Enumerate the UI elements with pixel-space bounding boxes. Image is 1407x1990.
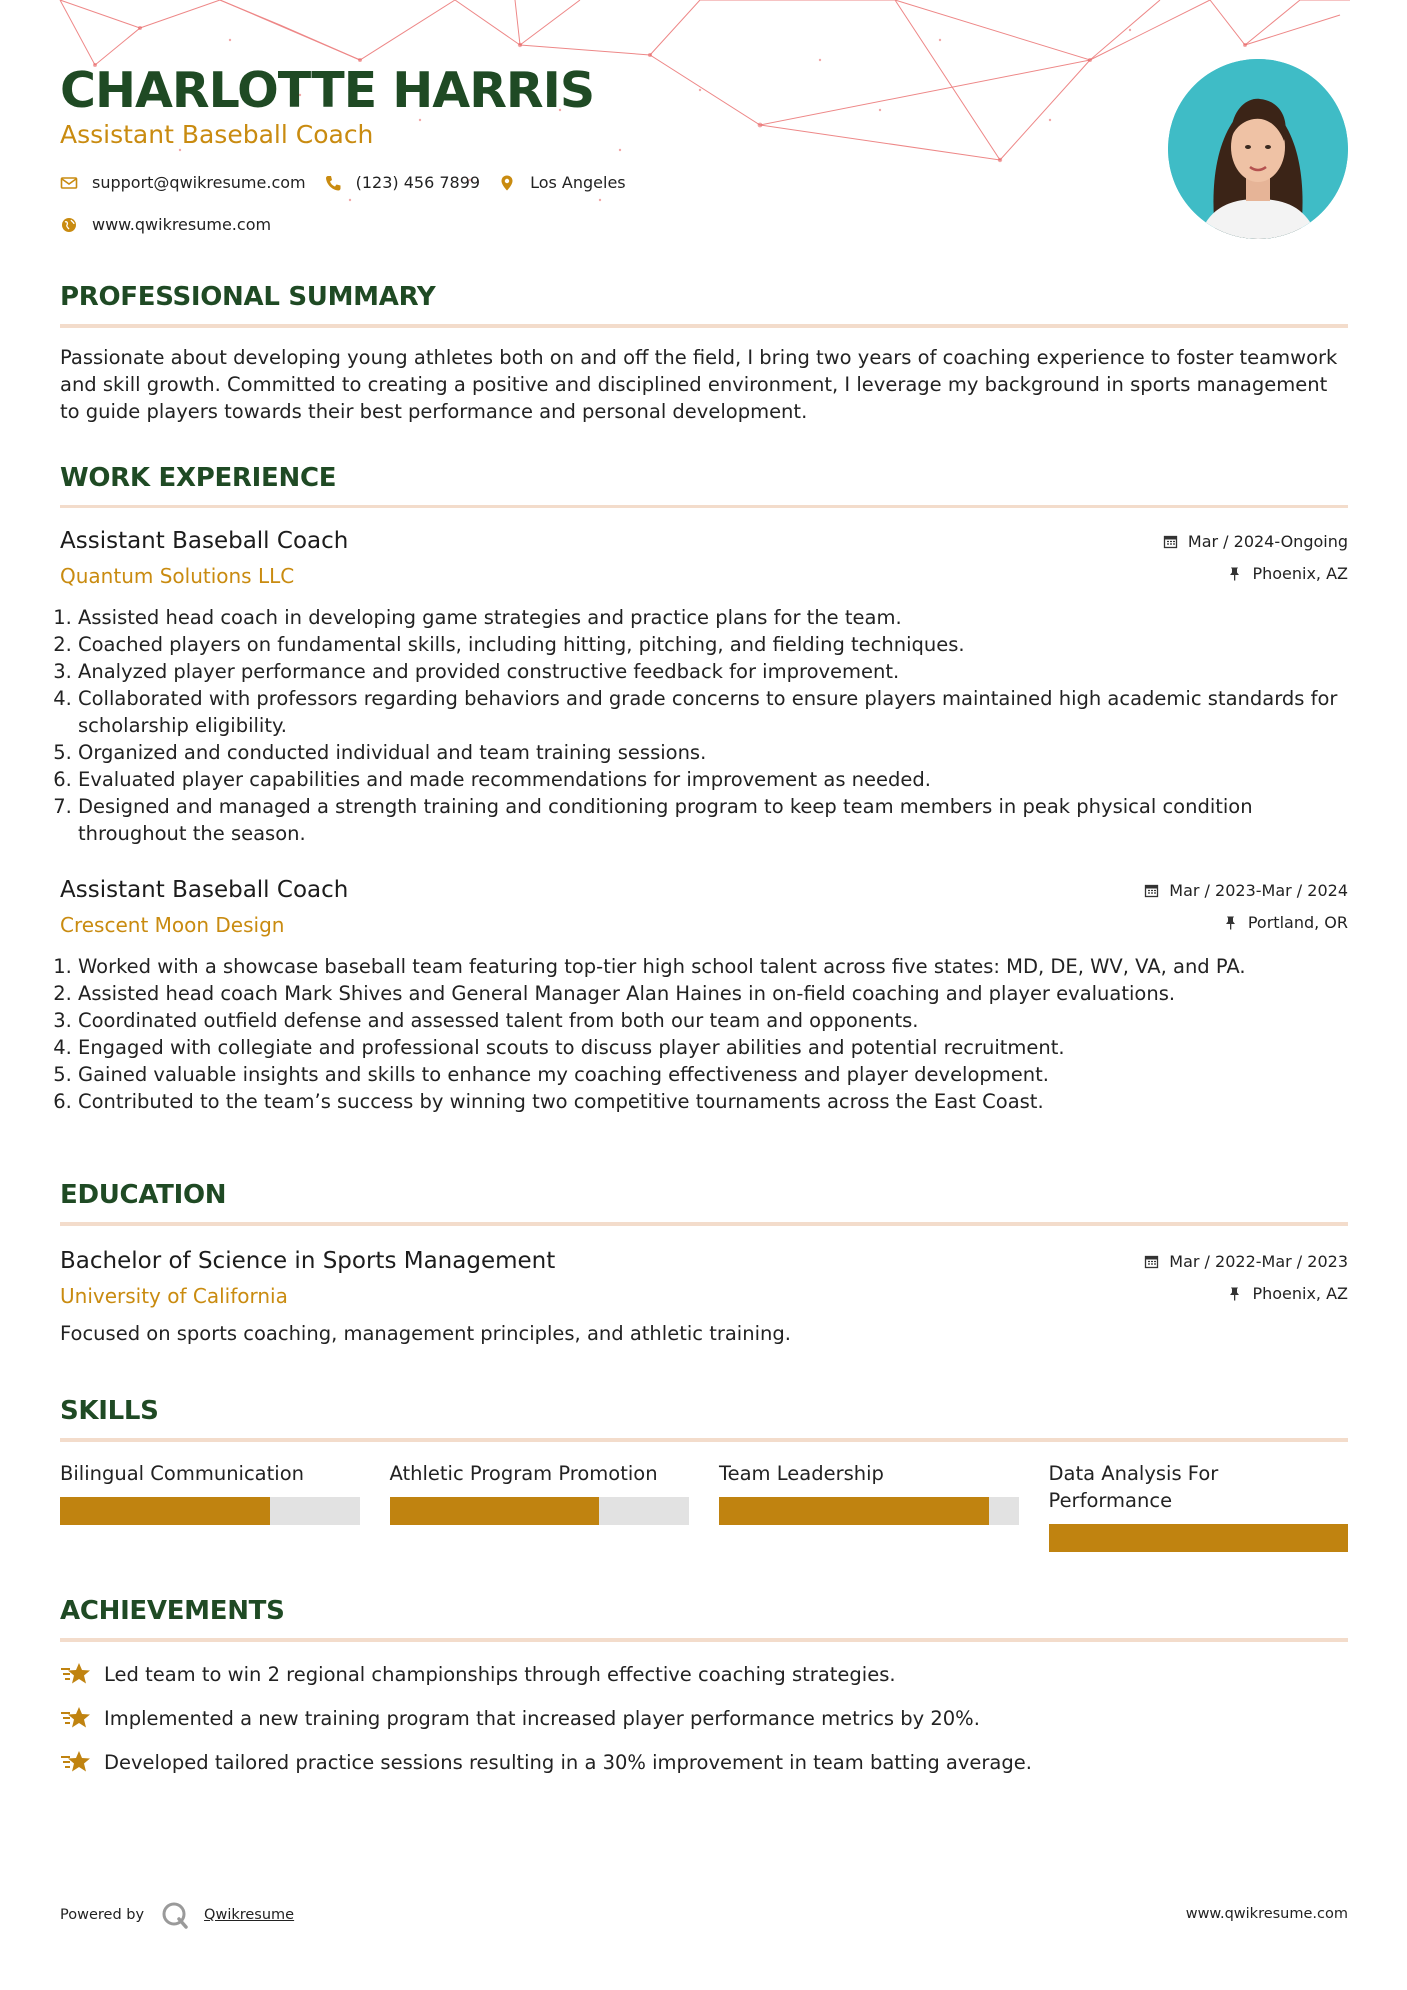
job-entry (60, 877, 1348, 1115)
job-entry (60, 528, 1348, 847)
map-pin-icon (498, 174, 516, 192)
achievement-text: Led team to win 2 regional championships through effective coaching strategies. (104, 1662, 896, 1686)
brand-link[interactable]: Qwikresume (204, 1907, 295, 1923)
school: University of California (60, 1284, 288, 1308)
list-item: 7. Designed and managed a strength training and conditioning program to keep team members in peak physical condition throughout the season. (78, 793, 1348, 847)
achievement-item (60, 1696, 1348, 1740)
skill-item (719, 1460, 1019, 1552)
education-description: Focused on sports coaching, management principles, and athletic training. (60, 1322, 791, 1345)
list-item: 5. Gained valuable insights and skills to enhance my coaching effectiveness and player development. (78, 1061, 1348, 1088)
education-section (60, 1180, 1348, 1347)
summary-section (60, 282, 1348, 425)
skill-bar (390, 1497, 690, 1525)
calendar-icon (1144, 1254, 1159, 1269)
list-item: 2. Coached players on fundamental skills, including hitting, pitching, and fielding techniques. (78, 631, 1348, 658)
list-item: 5. Organized and conducted individual and team training sessions. (78, 739, 1348, 766)
section-divider (60, 324, 1348, 328)
experience-section (60, 463, 1348, 1115)
degree: Bachelor of Science in Sports Management (60, 1248, 556, 1274)
job-dates-text: Mar / 2023-Mar / 2024 (1169, 881, 1348, 900)
job-company: Crescent Moon Design (60, 913, 285, 937)
experience-heading: WORK EXPERIENCE (60, 463, 337, 493)
skill-item (1049, 1460, 1349, 1552)
phone-icon (324, 174, 342, 192)
calendar-icon (1163, 534, 1178, 549)
job-title: Assistant Baseball Coach (60, 877, 349, 903)
skill-name: Data Analysis For Performance (1048, 1462, 1219, 1512)
skill-bar-fill (390, 1497, 600, 1525)
achievements-section (60, 1596, 1348, 1784)
skill-item (60, 1460, 360, 1552)
job-company: Quantum Solutions LLC (60, 564, 295, 588)
skill-bar-fill (1049, 1524, 1349, 1552)
portrait-illustration (1168, 59, 1348, 239)
contact-row (60, 173, 644, 192)
list-item: 4. Engaged with collegiate and professional scouts to discuss player abilities and potential recruitment. (78, 1034, 1348, 1061)
profile-photo (1168, 59, 1348, 239)
pushpin-icon (1227, 1286, 1242, 1301)
location-text: Los Angeles (530, 173, 626, 192)
globe-icon (60, 216, 78, 234)
star-icon (60, 1704, 92, 1732)
qwikresume-logo-icon (160, 1900, 190, 1930)
powered-by-text: Powered by (60, 1907, 145, 1923)
skill-bar (60, 1497, 360, 1525)
website-text: www.qwikresume.com (92, 215, 272, 234)
list-item: 6. Contributed to the team’s success by winning two competitive tournaments across the East Coast. (78, 1088, 1348, 1115)
summary-text: Passionate about developing young athletes both on and off the field, I bring two years of coaching experience to foster teamwork and skill growth. Committed to creating a positive and disciplined environment, I leverage my background in sports management to guide players towards their best performance and personal development. (60, 346, 1338, 423)
website-contact[interactable] (60, 215, 271, 234)
achievements-list (60, 1652, 1348, 1784)
footer-powered-by (60, 1900, 294, 1930)
job-dates (1144, 881, 1348, 900)
achievement-text: Implemented a new training program that increased player performance metrics by 20%. (104, 1706, 980, 1730)
education-dates-text: Mar / 2022-Mar / 2023 (1169, 1252, 1348, 1271)
email-contact[interactable] (60, 173, 306, 192)
list-item: 1. Worked with a showcase baseball team featuring top-tier high school talent across five states: MD, DE, WV, VA, and PA. (78, 953, 1348, 980)
phone-contact[interactable] (324, 173, 480, 192)
skill-bar-fill (719, 1497, 989, 1525)
candidate-title: Assistant Baseball Coach (60, 120, 374, 149)
skill-bar (1049, 1524, 1349, 1552)
job-location (1223, 913, 1348, 932)
skill-bar (719, 1497, 1019, 1525)
list-item: 6. Evaluated player capabilities and made recommendations for improvement as needed. (78, 766, 1348, 793)
list-item: 2. Assisted head coach Mark Shives and General Manager Alan Haines in on-field coaching and player evaluations. (78, 980, 1348, 1007)
star-icon (60, 1748, 92, 1776)
job-location-text: Portland, OR (1247, 913, 1348, 932)
skills-heading: SKILLS (60, 1396, 159, 1426)
job-dates (1163, 532, 1348, 551)
skills-list (60, 1460, 1348, 1552)
calendar-icon (1144, 883, 1159, 898)
section-divider (60, 1638, 1348, 1642)
summary-heading: PROFESSIONAL SUMMARY (60, 282, 436, 312)
job-location (1227, 564, 1348, 583)
section-divider (60, 1222, 1348, 1226)
achievements-heading: ACHIEVEMENTS (60, 1596, 285, 1626)
job-dates-text: Mar / 2024-Ongoing (1187, 532, 1348, 551)
job-location-text: Phoenix, AZ (1252, 564, 1348, 583)
achievement-text: Developed tailored practice sessions resulting in a 30% improvement in team batting average. (104, 1750, 1032, 1774)
skill-name: Team Leadership (719, 1462, 884, 1485)
job-bullets (60, 953, 1348, 1115)
phone-text: (123) 456 7899 (355, 173, 481, 192)
star-icon (60, 1660, 92, 1688)
list-item: 1. Assisted head coach in developing game strategies and practice plans for the team. (78, 604, 1348, 631)
skill-name: Bilingual Communication (60, 1462, 304, 1485)
list-item: 3. Analyzed player performance and provided constructive feedback for improvement. (78, 658, 1348, 685)
education-entry (60, 1248, 1348, 1347)
pushpin-icon (1223, 915, 1238, 930)
location-contact (498, 173, 626, 192)
candidate-name: CHARLOTTE HARRIS (60, 62, 595, 119)
education-heading: EDUCATION (60, 1180, 227, 1210)
achievement-item (60, 1652, 1348, 1696)
job-bullets (60, 604, 1348, 847)
website-row (60, 215, 289, 234)
envelope-icon (60, 174, 78, 192)
section-divider (60, 1438, 1348, 1442)
section-divider (60, 505, 1348, 508)
list-item: 3. Coordinated outfield defense and assessed talent from both our team and opponents. (78, 1007, 1348, 1034)
education-dates (1144, 1252, 1348, 1271)
job-title: Assistant Baseball Coach (60, 528, 349, 554)
education-location (1227, 1284, 1348, 1303)
skill-name: Athletic Program Promotion (389, 1462, 658, 1485)
pushpin-icon (1227, 566, 1242, 581)
education-location-text: Phoenix, AZ (1252, 1284, 1348, 1303)
footer-website[interactable]: www.qwikresume.com (1185, 1906, 1348, 1922)
skills-section (60, 1396, 1348, 1552)
achievement-item (60, 1740, 1348, 1784)
list-item: 4. Collaborated with professors regarding behaviors and grade concerns to ensure players maintained high academic standards for scholarship eligibility. (78, 685, 1348, 739)
skill-item (390, 1460, 690, 1552)
skill-bar-fill (60, 1497, 270, 1525)
email-text: support@qwikresume.com (92, 173, 306, 192)
